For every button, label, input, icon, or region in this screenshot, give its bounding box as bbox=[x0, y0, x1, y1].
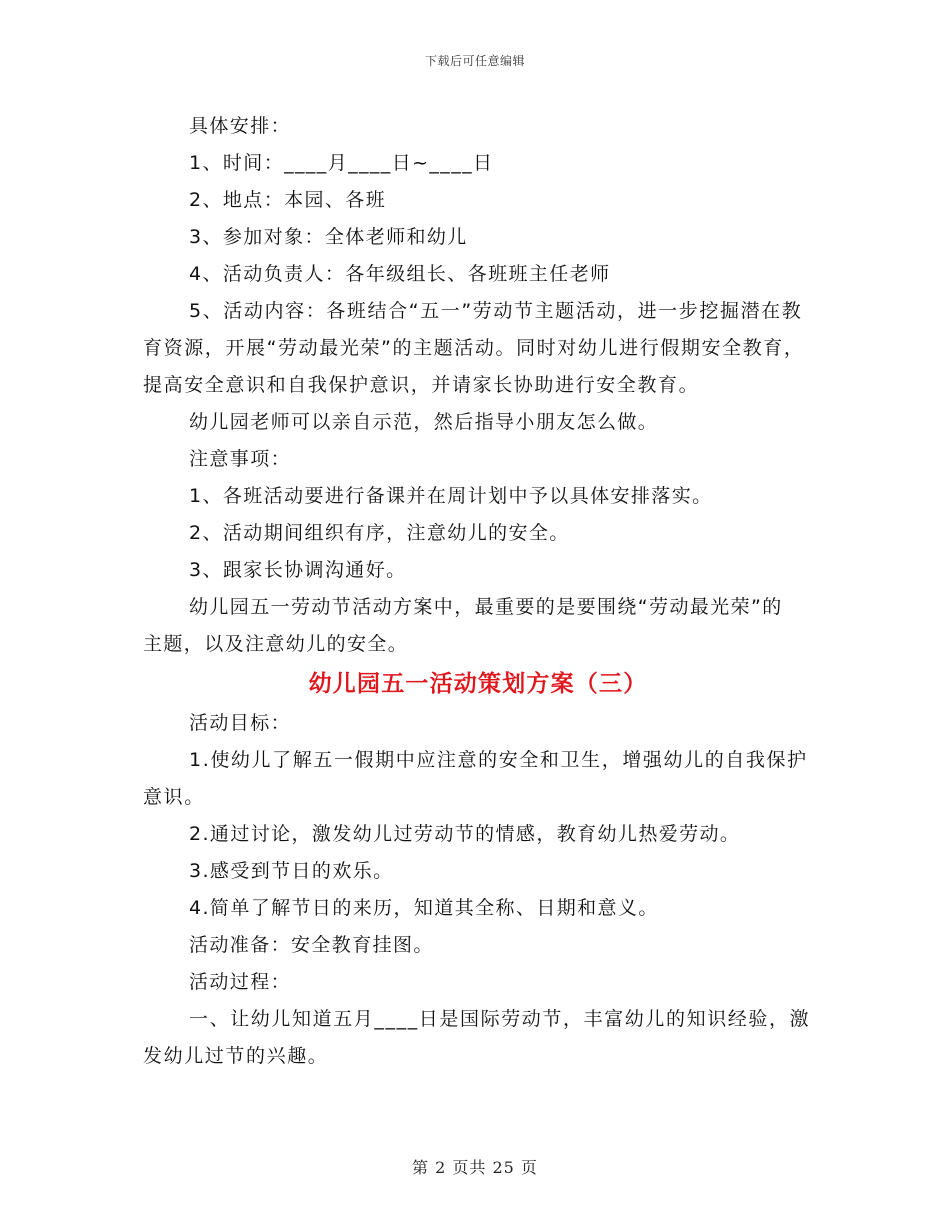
page-header-note: 下载后可任意编辑 bbox=[424, 54, 525, 68]
paragraph-goals-heading: 活动目标： bbox=[189, 712, 292, 734]
paragraph-participants: 3、参加对象：全体老师和幼儿 bbox=[189, 226, 468, 248]
paragraph-goal-4: 4.简单了解节日的来历，知道其全称、日期和意义。 bbox=[189, 897, 659, 919]
paragraph-goal-1: 1.使幼儿了解五一假期中应注意的安全和卫生，增强幼儿的自我保护意识。 bbox=[143, 749, 808, 808]
paragraph-teacher-demo: 幼儿园老师可以亲自示范，然后指导小朋友怎么做。 bbox=[189, 411, 659, 433]
paragraph-note-3: 3、跟家长协调沟通好。 bbox=[189, 559, 407, 581]
section-title: 幼儿园五一活动策划方案（三） bbox=[308, 671, 648, 697]
paragraph-goal-2: 2.通过讨论，激发幼儿过劳动节的情感，教育幼儿热爱劳动。 bbox=[189, 823, 741, 845]
paragraph-summary: 幼儿园五一劳动节活动方案中，最重要的是要围绕“劳动最光荣”的主题，以及注意幼儿的安全。 bbox=[143, 596, 783, 655]
paragraph-goal-3: 3.感受到节日的欢乐。 bbox=[189, 860, 394, 882]
paragraph-process-step-1: 一、让幼儿知道五月____日是国际劳动节，丰富幼儿的知识经验，激发幼儿过节的兴趣。 bbox=[143, 1008, 811, 1067]
paragraph-time: 1、时间：____月____日~____日 bbox=[189, 152, 494, 174]
paragraph-location: 2、地点：本园、各班 bbox=[189, 189, 387, 211]
page-number-footer: 第 2 页共 25 页 bbox=[412, 1158, 538, 1177]
paragraph-notes-heading: 注意事项： bbox=[189, 448, 292, 470]
paragraph-responsible: 4、活动负责人：各年级组长、各班班主任老师 bbox=[189, 263, 611, 285]
paragraph-preparation: 活动准备：安全教育挂图。 bbox=[189, 934, 434, 956]
paragraph-activity-content: 5、活动内容：各班结合“五一”劳动节主题活动，进一步挖掘潜在教育资源，开展“劳动最光荣”的主题活动。同时对幼儿进行假期安全教育，提高安全意识和自我保护意识，并请家长协助进行安全教育。 bbox=[143, 300, 805, 396]
paragraph-arrangement-heading: 具体安排： bbox=[189, 115, 292, 137]
document-body bbox=[143, 108, 813, 1075]
paragraph-note-2: 2、活动期间组织有序，注意幼儿的安全。 bbox=[189, 522, 570, 544]
paragraph-process-heading: 活动过程： bbox=[189, 971, 292, 993]
paragraph-note-1: 1、各班活动要进行备课并在周计划中予以具体安排落实。 bbox=[189, 485, 713, 507]
